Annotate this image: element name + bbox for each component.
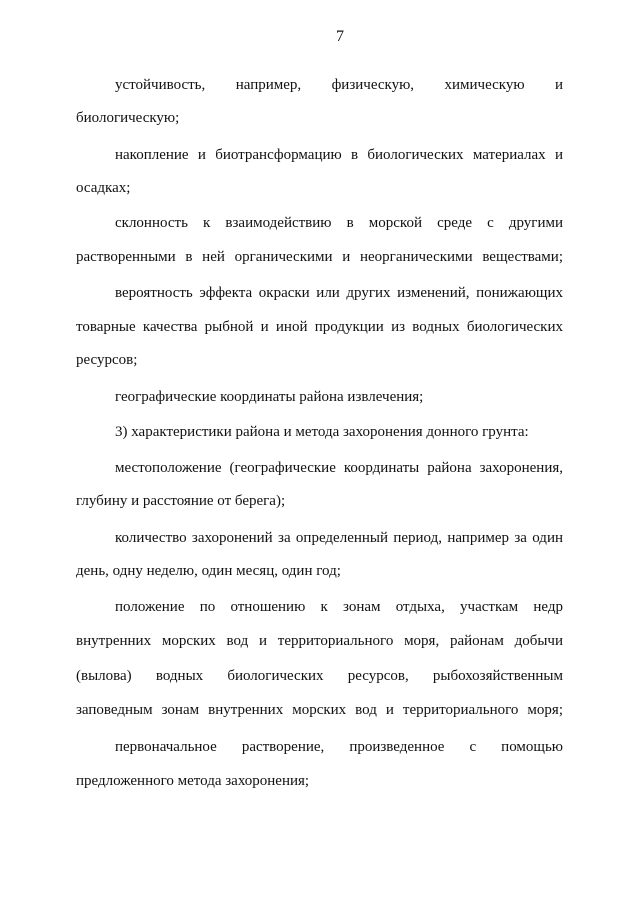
paragraph-9-line-2: внутренних морских вод и территориального моря, районам добычи [76, 633, 563, 649]
paragraph-9-line-4: заповедным зонам внутренних морских вод и территориального моря; [76, 702, 563, 718]
paragraph-1-line-2: биологическую; [76, 110, 180, 126]
paragraph-7-line-1: местоположение (географические координаты района захоронения, [115, 460, 563, 476]
paragraph-7-line-2: глубину и расстояние от берега); [76, 493, 286, 509]
paragraph-8-line-1: количество захоронений за определенный период, например за один [115, 530, 563, 546]
paragraph-4-line-1: вероятность эффекта окраски или других изменений, понижающих [115, 285, 563, 301]
paragraph-1-line-1: устойчивость, например, физическую, химическую и [115, 77, 563, 93]
paragraph-2-line-1: накопление и биотрансформацию в биологических материалах и [115, 147, 563, 163]
paragraph-8-line-2: день, одну неделю, один месяц, один год; [76, 563, 341, 579]
paragraph-9-line-1: положение по отношению к зонам отдыха, участкам недр [115, 599, 563, 615]
paragraph-6-line-1: 3) характеристики района и метода захоронения донного грунта: [115, 424, 529, 440]
page-number: 7 [336, 28, 344, 45]
paragraph-4-line-3: ресурсов; [76, 352, 138, 368]
paragraph-9-line-3: (вылова) водных биологических ресурсов, рыбохозяйственным [76, 668, 563, 684]
paragraph-10-line-2: предложенного метода захоронения; [76, 773, 310, 789]
paragraph-4-line-2: товарные качества рыбной и иной продукции из водных биологических [76, 319, 563, 335]
paragraph-5-line-1: географические координаты района извлечения; [115, 389, 424, 405]
paragraph-3-line-2: растворенными в ней органическими и неорганическими веществами; [76, 249, 563, 265]
paragraph-10-line-1: первоначальное растворение, произведенное с помощью [115, 739, 563, 755]
paragraph-3-line-1: склонность к взаимодействию в морской среде с другими [115, 215, 563, 231]
paragraph-2-line-2: осадках; [76, 180, 131, 196]
